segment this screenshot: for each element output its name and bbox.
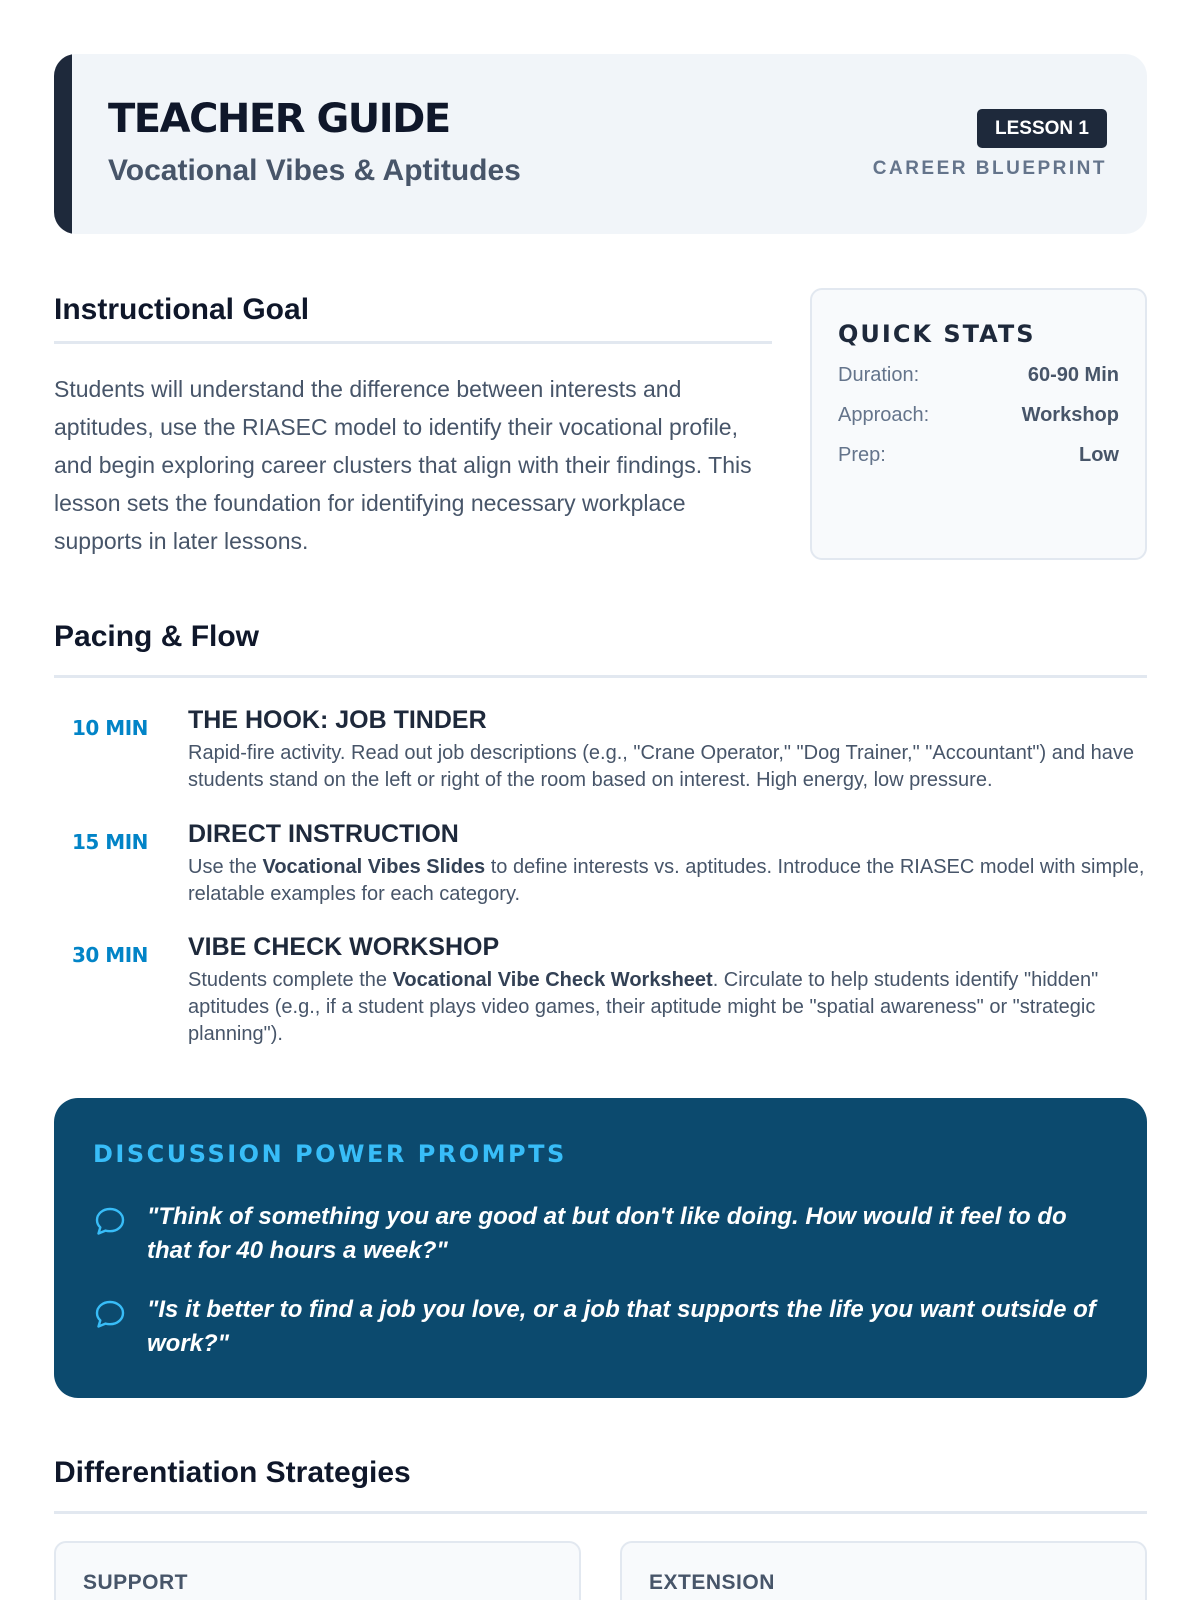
differentiation-divider (54, 1511, 1147, 1514)
stat-row-duration (838, 364, 1119, 392)
stat-value: Low (1079, 444, 1119, 466)
speech-bubble-icon (93, 1204, 127, 1238)
lesson-badge: LESSON 1 (977, 109, 1107, 148)
stat-row-prep (838, 444, 1119, 472)
quick-stats-title: QUICK STATS (838, 320, 1036, 348)
pacing-title: DIRECT INSTRUCTION (188, 820, 459, 848)
pacing-title: VIBE CHECK WORKSHOP (188, 933, 500, 961)
goal-heading: Instructional Goal (54, 293, 310, 326)
speech-bubble-icon (93, 1297, 127, 1331)
extension-card (620, 1541, 1147, 1600)
quick-stats-card (810, 288, 1147, 560)
goal-divider (54, 341, 772, 344)
stat-row-approach (838, 404, 1119, 432)
differentiation-heading: Differentiation Strategies (54, 1456, 411, 1489)
pacing-heading: Pacing & Flow (54, 620, 260, 653)
stat-value: Workshop (1021, 404, 1119, 426)
stat-label: Duration: (838, 364, 920, 386)
header-card (54, 54, 1147, 234)
prompt-text: "Is it better to find a job you love, or a job that supports the life you want outside of work?" (147, 1296, 1096, 1357)
discussion-prompts-card (54, 1098, 1147, 1398)
pacing-divider (54, 675, 1147, 678)
pacing-description: Rapid-fire activity. Read out job descriptions (e.g., "Crane Operator," "Dog Trainer," "Accountant") and have students stand on the left or right of the room based on interest. High energy, low pressure. (188, 742, 1135, 791)
stat-label: Prep: (838, 444, 886, 466)
stat-value: 60-90 Min (1027, 364, 1119, 386)
pacing-time: 10 MIN (72, 716, 148, 740)
support-card (54, 1541, 581, 1600)
extension-label: EXTENSION (649, 1571, 775, 1594)
page-subtitle: Vocational Vibes & Aptitudes (108, 154, 521, 187)
pacing-description: Use the Vocational Vibes Slides to define interests vs. aptitudes. Introduce the RIASEC model with simple, relatable examples for each category. (188, 856, 1145, 905)
header-accent-bar (54, 54, 72, 234)
goal-text: Students will understand the difference between interests and aptitudes, use the RIASEC model to identify their vocational profile, and begin exploring career clusters that align with their findings. This lesson sets the foundation for identifying necessary workplace supports in later lessons. (54, 376, 752, 554)
pacing-title: THE HOOK: JOB TINDER (188, 706, 487, 734)
prompt-text: "Think of something you are good at but don't like doing. How would it feel to do that for 40 hours a week?" (147, 1203, 1067, 1264)
pacing-time: 30 MIN (72, 943, 148, 967)
support-label: SUPPORT (83, 1571, 189, 1594)
prompts-title: DISCUSSION POWER PROMPTS (93, 1140, 567, 1168)
pacing-time: 15 MIN (72, 830, 148, 854)
series-label: CAREER BLUEPRINT (872, 158, 1107, 179)
page-title: TEACHER GUIDE (108, 96, 450, 142)
pacing-description: Students complete the Vocational Vibe Check Worksheet. Circulate to help students identify "hidden" aptitudes (e.g., if a student plays video games, their aptitude might be "spatial awareness" or "strategic planning"). (188, 969, 1099, 1045)
stat-label: Approach: (838, 404, 930, 426)
